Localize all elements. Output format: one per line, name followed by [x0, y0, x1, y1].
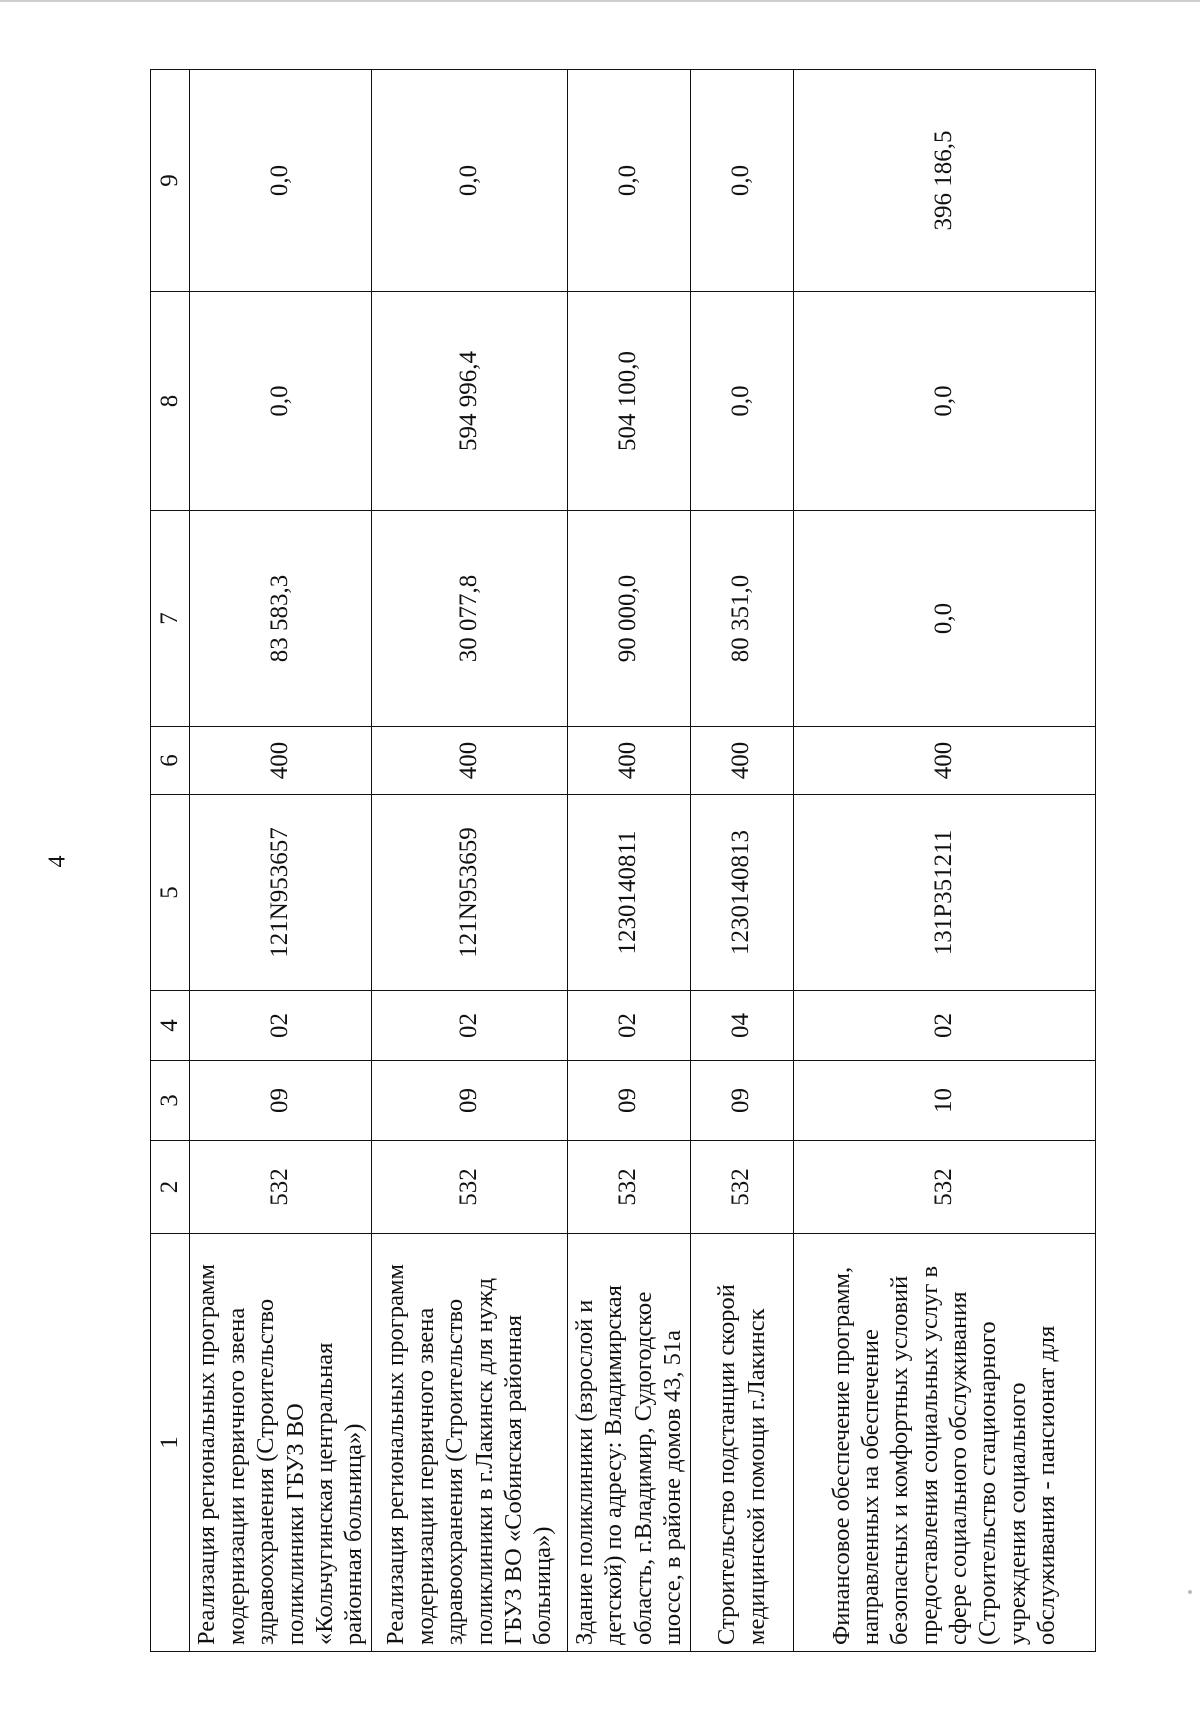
amount-col8: 504 100,0 [568, 292, 691, 511]
subsection-code: 02 [568, 991, 691, 1061]
target-article-code: 1230140811 [568, 795, 691, 991]
rotated-page-content [150, 70, 1085, 1652]
amount-col8: 0,0 [190, 292, 372, 511]
amount-col9: 0,0 [690, 70, 793, 292]
section-code: 09 [372, 1061, 568, 1141]
scan-artifact [1188, 1590, 1192, 1594]
section-code: 09 [190, 1061, 372, 1141]
scan-edge [0, 0, 1200, 2]
target-article-code: 121N953659 [372, 795, 568, 991]
expense-type-code: 400 [568, 727, 691, 795]
column-number-row [151, 70, 190, 1652]
table-row [568, 70, 691, 1652]
subsection-code: 02 [793, 991, 1095, 1061]
column-header: 6 [151, 727, 190, 795]
amount-col8: 0,0 [793, 292, 1095, 511]
amount-col7: 0,0 [793, 511, 1095, 727]
section-code: 09 [690, 1061, 793, 1141]
target-article-code: 1230140813 [690, 795, 793, 991]
amount-col9: 0,0 [568, 70, 691, 292]
table-row [190, 70, 372, 1652]
amount-col7: 80 351,0 [690, 511, 793, 727]
column-header: 4 [151, 991, 190, 1061]
row-name: Строительство подстанции скорой медицинской помощи г.Лакинск [690, 1234, 793, 1652]
column-header: 9 [151, 70, 190, 292]
amount-col9: 0,0 [372, 70, 568, 292]
amount-col7: 83 583,3 [190, 511, 372, 727]
column-header: 7 [151, 511, 190, 727]
ved-code: 532 [568, 1141, 691, 1234]
amount-col9: 0,0 [190, 70, 372, 292]
column-header: 2 [151, 1141, 190, 1234]
target-article-code: 121N953657 [190, 795, 372, 991]
expense-type-code: 400 [690, 727, 793, 795]
row-name: Здание поликлиники (взрослой и детской) по адресу: Владимирская область, г.Владимир, Судогодское шоссе, в районе домов 43, 51а [568, 1234, 691, 1652]
amount-col9: 396 186,5 [793, 70, 1095, 292]
amount-col7: 30 077,8 [372, 511, 568, 727]
ved-code: 532 [690, 1141, 793, 1234]
budget-table [150, 69, 1096, 1652]
column-header: 5 [151, 795, 190, 991]
ved-code: 532 [372, 1141, 568, 1234]
amount-col7: 90 000,0 [568, 511, 691, 727]
subsection-code: 04 [690, 991, 793, 1061]
column-header: 8 [151, 292, 190, 511]
page-number: 4 [44, 855, 71, 868]
amount-col8: 594 996,4 [372, 292, 568, 511]
amount-col8: 0,0 [690, 292, 793, 511]
row-name: Финансовое обеспечение программ, направленных на обеспечение безопасных и комфортных условий предоставления социальных услуг в сфере социального обслуживания (Строительство стационарного учреждения социального обслуживания - пансионат для [793, 1234, 1095, 1652]
row-name: Реализация региональных программ модернизации первичного звена здравоохранения (Строительство поликлиники в г.Лакинск для нужд ГБУЗ ВО «Собинская районная больница») [372, 1234, 568, 1652]
expense-type-code: 400 [372, 727, 568, 795]
target-article-code: 131P351211 [793, 795, 1095, 991]
column-header: 3 [151, 1061, 190, 1141]
row-name: Реализация региональных программ модернизации первичного звена здравоохранения (Строительство поликлиники ГБУЗ ВО «Кольчугинская центральная районная больница») [190, 1234, 372, 1652]
table-row [372, 70, 568, 1652]
expense-type-code: 400 [793, 727, 1095, 795]
expense-type-code: 400 [190, 727, 372, 795]
table-row [793, 70, 1095, 1652]
column-header: 1 [151, 1234, 190, 1652]
table-row [690, 70, 793, 1652]
subsection-code: 02 [190, 991, 372, 1061]
subsection-code: 02 [372, 991, 568, 1061]
section-code: 10 [793, 1061, 1095, 1141]
ved-code: 532 [190, 1141, 372, 1234]
section-code: 09 [568, 1061, 691, 1141]
ved-code: 532 [793, 1141, 1095, 1234]
